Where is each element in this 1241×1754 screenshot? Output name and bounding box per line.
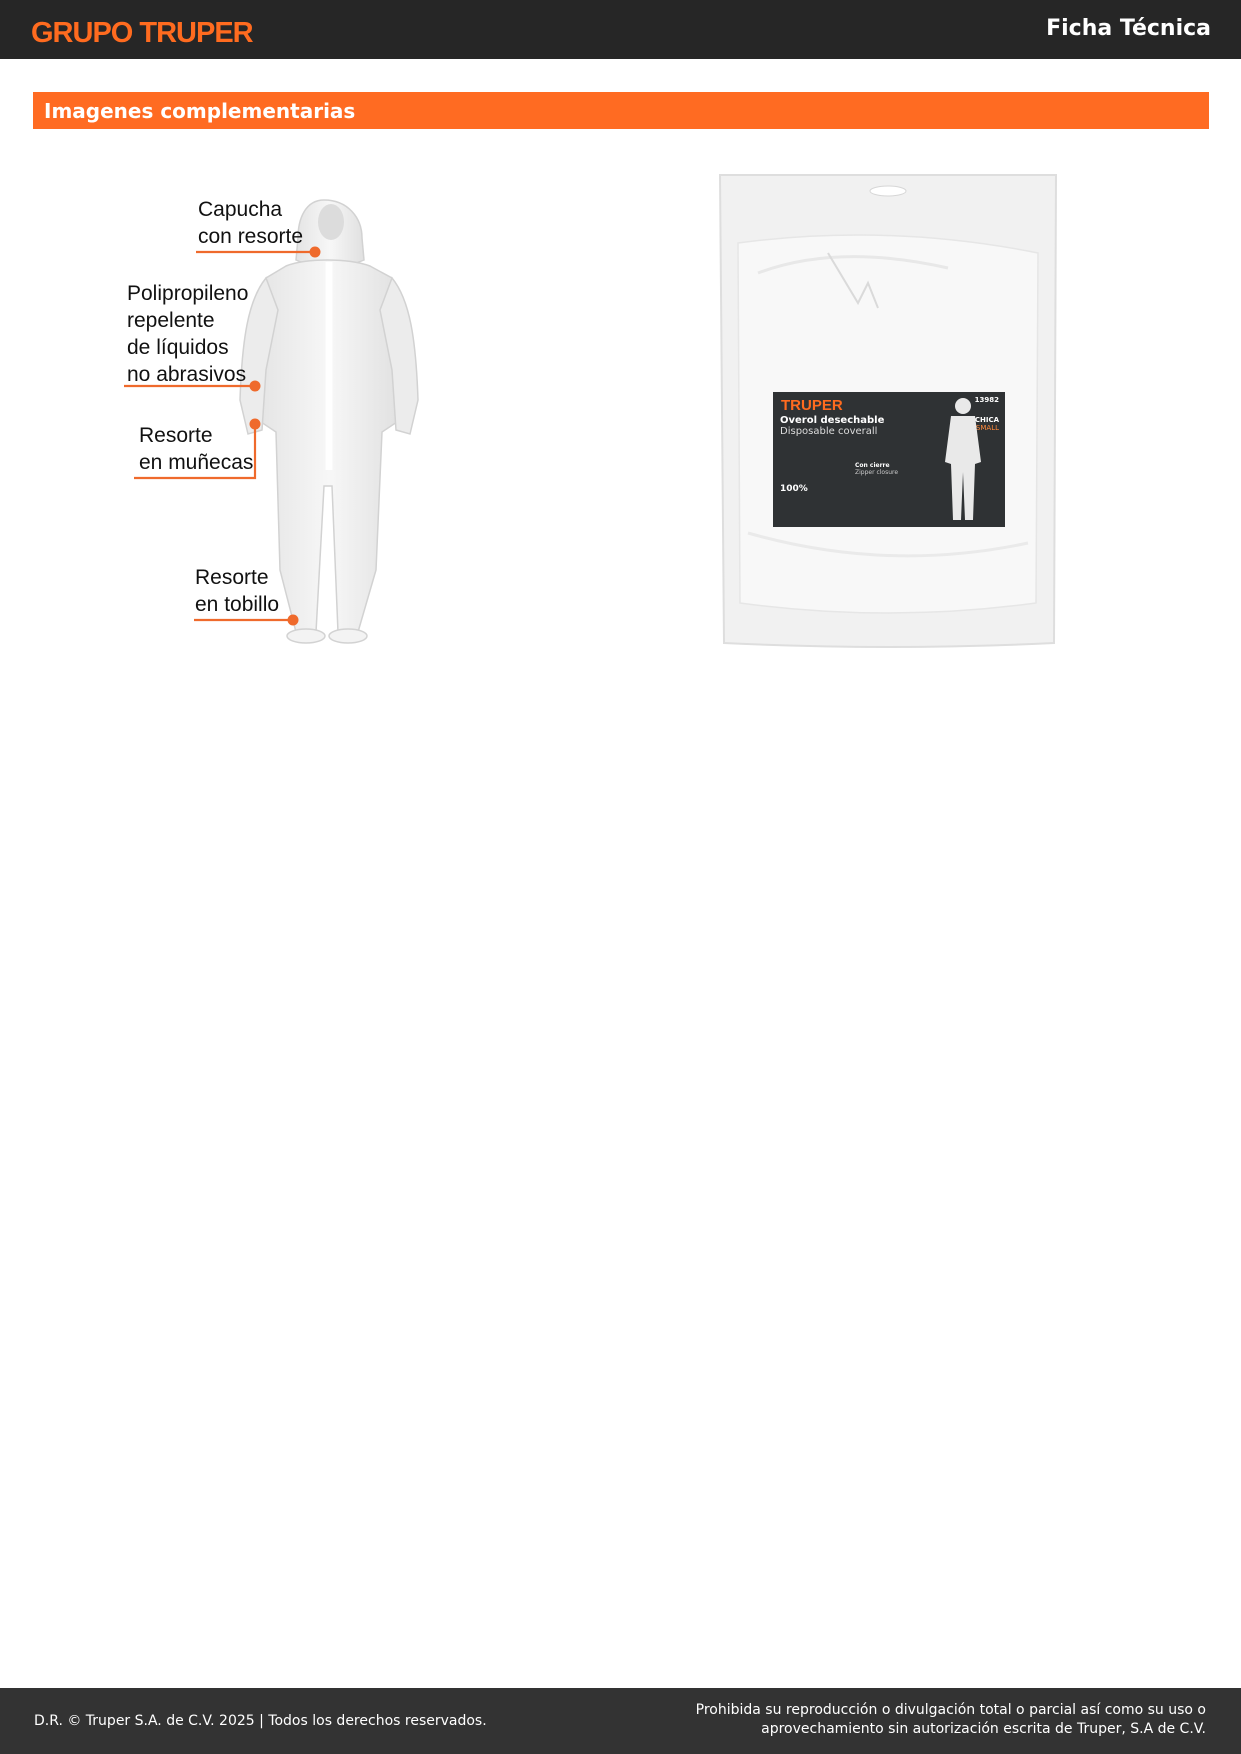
package-label — [773, 392, 1005, 527]
coverall-diagram — [110, 170, 470, 650]
brand-logo: GRUPO TRUPER — [31, 17, 253, 49]
label-title-es: Overol desechable — [780, 415, 885, 426]
footer-copyright: D.R. © Truper S.A. de C.V. 2025 | Todos los derechos reservados. — [34, 1713, 487, 1729]
label-size-es: CHICA — [974, 416, 999, 424]
label-size-en: SMALL — [975, 424, 999, 432]
label-percent: 100% — [780, 484, 808, 494]
label-brand: TRUPER — [781, 397, 843, 414]
callout-ankles: Resorte en tobillo — [195, 566, 280, 616]
section-title: Imagenes complementarias — [44, 99, 356, 123]
footer-notice: Prohibida su reproducción o divulgación total o parcial así como su uso o aprovechamiento sin autorización escrita de Truper, S.A de C.V. — [695, 1702, 1206, 1737]
label-feature-es: Con cierre — [855, 462, 890, 469]
page-footer — [0, 1688, 1241, 1754]
label-code: 13982 — [974, 396, 999, 404]
callout-hood: Capucha con resorte — [198, 198, 304, 248]
document-title: Ficha Técnica — [1046, 16, 1211, 41]
callout-material: Polipropileno repelente de líquidos no abrasivos — [127, 282, 249, 386]
label-figure-icon — [923, 392, 1003, 527]
callout-wrists: Resorte en muñecas — [139, 424, 254, 474]
page-header — [0, 0, 1241, 59]
label-feature-en: Zipper closure — [855, 469, 899, 476]
label-title-en: Disposable coverall — [780, 426, 878, 437]
section-header — [33, 92, 1209, 129]
